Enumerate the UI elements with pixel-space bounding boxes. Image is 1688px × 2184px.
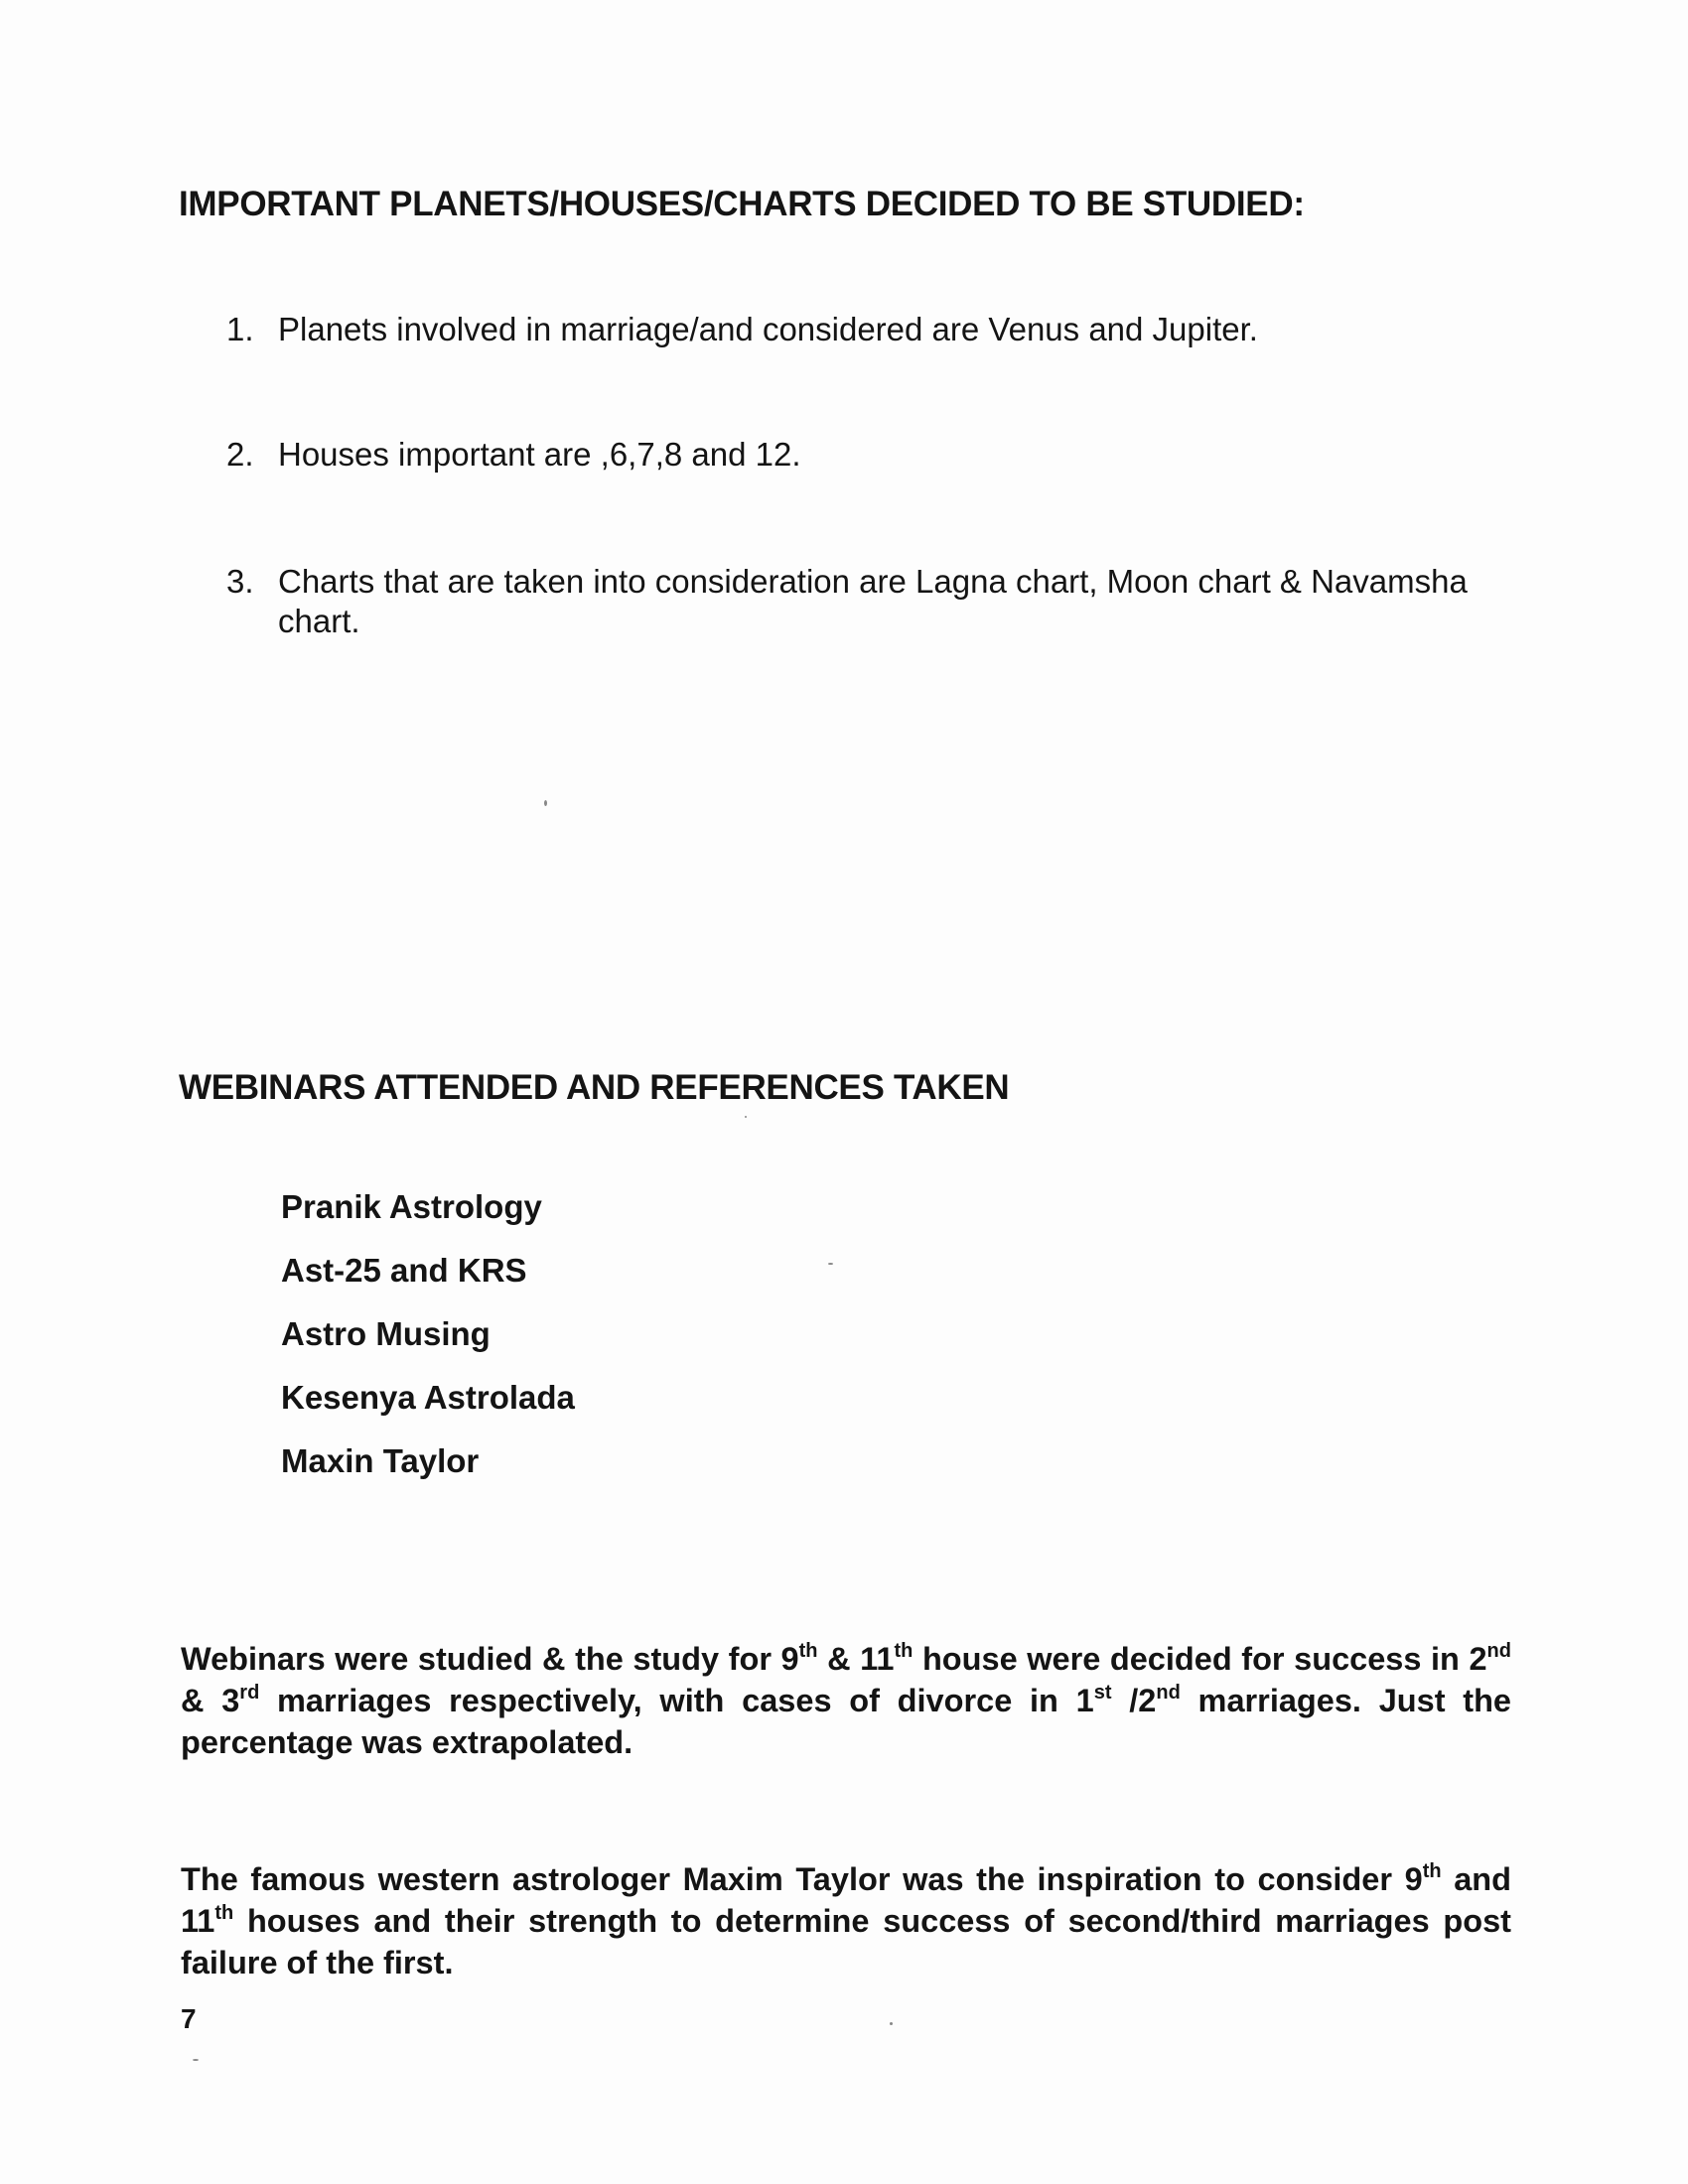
reference-item: Astro Musing xyxy=(281,1315,491,1352)
ordinal-suffix: th xyxy=(894,1640,914,1662)
para-text: house were decided for success in 2 xyxy=(913,1641,1487,1677)
scan-speck xyxy=(544,800,547,806)
scan-speck xyxy=(745,1116,747,1118)
list-text: Planets involved in marriage/and considered are Venus and Jupiter. xyxy=(278,311,1258,347)
heading-planets-houses-charts: IMPORTANT PLANETS/HOUSES/CHARTS DECIDED TO BE STUDIED: xyxy=(179,185,1305,223)
reference-item: Kesenya Astrolada xyxy=(281,1379,575,1416)
para-text: /2 xyxy=(1111,1683,1157,1718)
ordinal-suffix: th xyxy=(214,1902,234,1924)
reference-item: Maxin Taylor xyxy=(281,1442,480,1479)
webinars-study-paragraph xyxy=(181,1638,1511,1763)
para-text: and 11 xyxy=(181,1861,1511,1939)
inspiration-paragraph xyxy=(181,1858,1511,1983)
ordinal-suffix: th xyxy=(1422,1860,1442,1882)
list-item xyxy=(226,562,1527,641)
heading-webinars-references: WEBINARS ATTENDED AND REFERENCES TAKEN xyxy=(179,1068,1010,1107)
list-text: Houses important are ,6,7,8 and 12. xyxy=(278,436,801,473)
references-list xyxy=(281,1187,575,1505)
para-text: marriages. Just the percentage was extrapolated. xyxy=(181,1683,1512,1760)
reference-item: Ast-25 and KRS xyxy=(281,1252,527,1289)
ordinal-suffix: rd xyxy=(239,1682,260,1704)
list-item xyxy=(226,310,1527,349)
para-text: marriages respectively, with cases of divorce in 1 xyxy=(259,1683,1094,1718)
criteria-list xyxy=(226,310,1527,641)
scan-speck xyxy=(890,2022,893,2025)
page-number: 7 xyxy=(181,2003,197,2034)
list-item xyxy=(226,435,1527,475)
list-number: 2. xyxy=(226,436,254,473)
para-text: houses and their strength to determine success of second/third marriages post failure of the first. xyxy=(181,1903,1511,1980)
list-text: Charts that are taken into consideration are Lagna chart, Moon chart & Navamsha chart. xyxy=(278,563,1468,639)
ordinal-suffix: nd xyxy=(1486,1640,1511,1662)
ordinal-suffix: th xyxy=(798,1640,818,1662)
para-text: & 11 xyxy=(817,1641,895,1677)
para-text: Webinars were studied & the study for 9 xyxy=(181,1641,799,1677)
list-number: 3. xyxy=(226,563,254,600)
list-number: 1. xyxy=(226,311,254,347)
ordinal-suffix: st xyxy=(1093,1682,1112,1704)
reference-item: Pranik Astrology xyxy=(281,1188,542,1225)
para-text: & 3 xyxy=(181,1683,240,1718)
para-text: The famous western astrologer Maxim Taylor was the inspiration to consider 9 xyxy=(181,1861,1423,1897)
scan-speck xyxy=(193,2059,199,2061)
scan-speck xyxy=(828,1263,833,1265)
ordinal-suffix: nd xyxy=(1156,1682,1181,1704)
